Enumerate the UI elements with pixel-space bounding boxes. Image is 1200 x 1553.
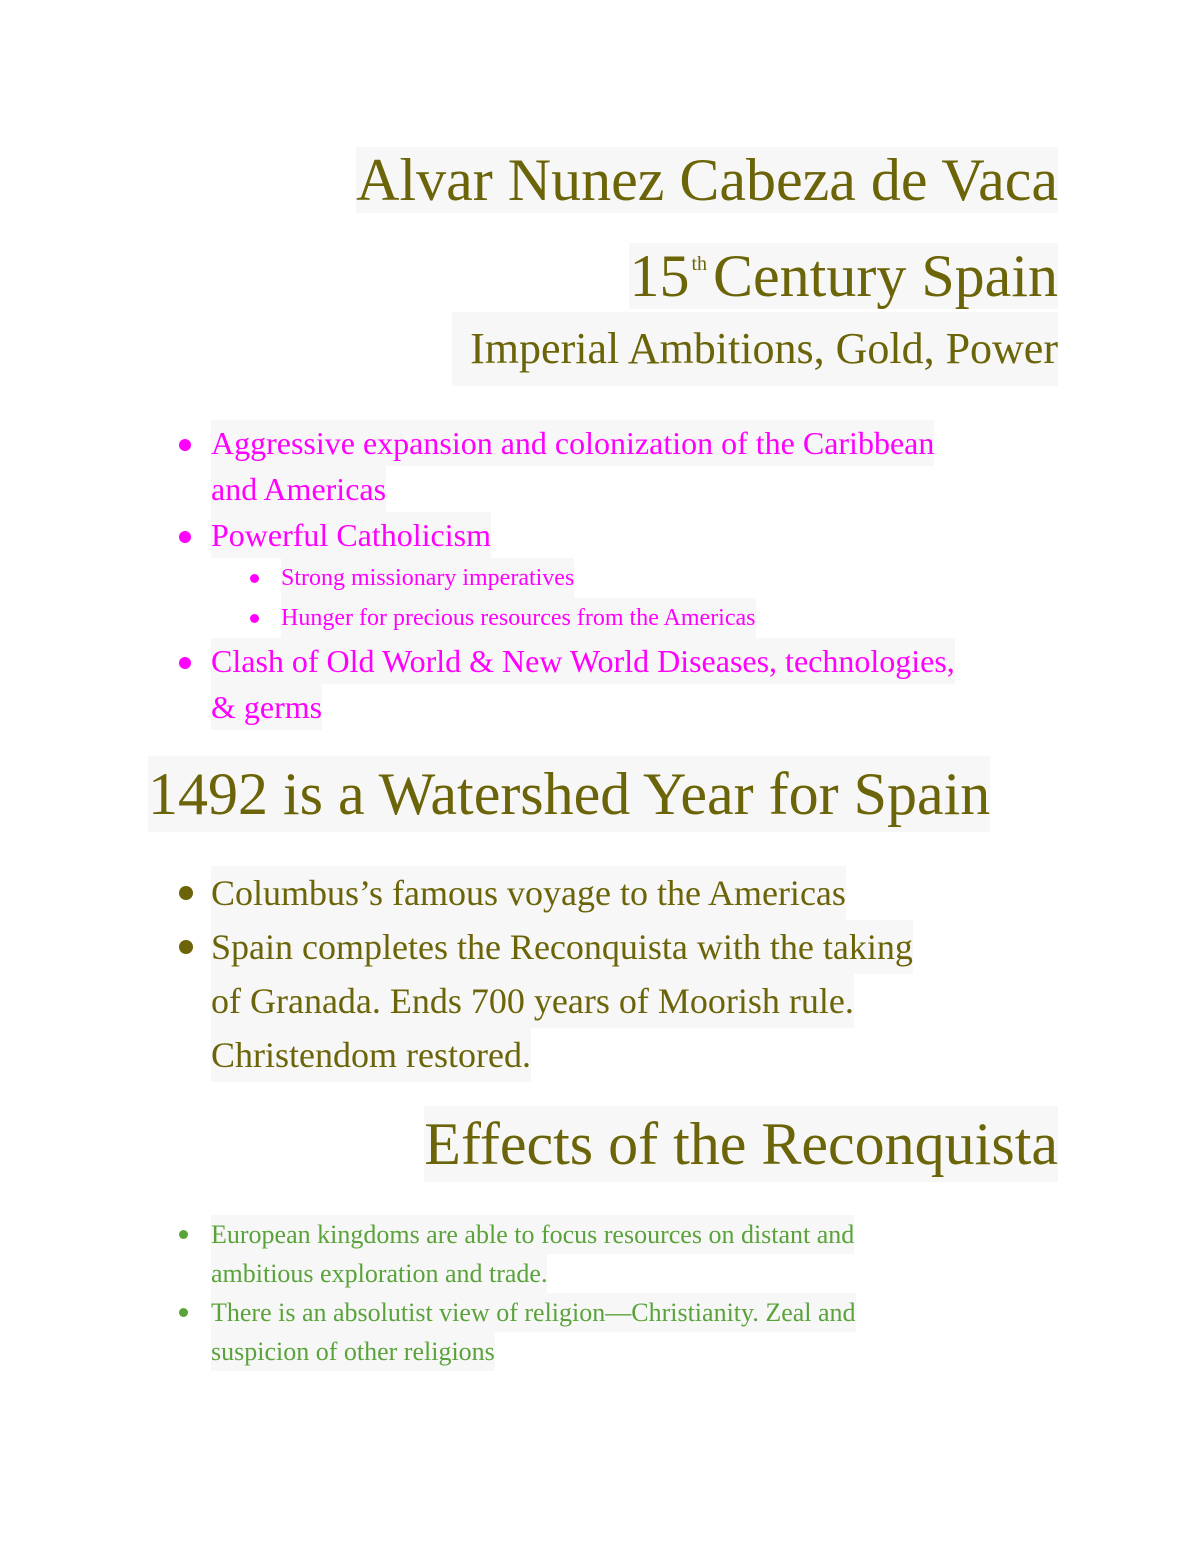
item-text-line: Columbus’s famous voyage to the Americas	[211, 866, 846, 920]
century-number: 15	[629, 243, 690, 309]
item-text-line: Clash of Old World & New World Diseases, technologies,	[211, 638, 955, 684]
list-item	[176, 920, 1056, 1082]
item-text-line: and Americas	[211, 466, 386, 512]
sub-item-text: Strong missionary imperatives	[281, 558, 574, 598]
item-text-line: European kingdoms are able to focus resources on distant and	[211, 1215, 854, 1254]
list-item	[176, 1293, 1056, 1371]
sub-list-item	[176, 598, 1056, 638]
section2-heading: 1492 is a Watershed Year for Spain	[148, 756, 990, 832]
sub-list-item	[176, 558, 1056, 598]
document-title	[356, 142, 1058, 218]
bullet-icon	[179, 886, 193, 900]
bullet-icon	[179, 940, 193, 954]
item-text-line: ambitious exploration and trade.	[211, 1254, 547, 1293]
list-item	[176, 420, 1056, 512]
sub-bullet-icon	[250, 574, 259, 583]
bullet-icon	[179, 531, 191, 543]
section3-list	[176, 1215, 1056, 1371]
century-text: Century Spain	[713, 243, 1058, 309]
list-item	[176, 1215, 1056, 1293]
item-text-line: of Granada. Ends 700 years of Moorish rule.	[211, 974, 854, 1028]
century-suffix: th	[691, 253, 708, 275]
list-item	[176, 512, 1056, 558]
list-item	[176, 638, 1056, 730]
bullet-icon	[179, 1308, 188, 1317]
title-century	[629, 226, 1058, 314]
item-text-line: Christendom restored.	[211, 1028, 531, 1082]
item-text-line: There is an absolutist view of religion—Christianity. Zeal and	[211, 1293, 856, 1332]
list-item	[176, 866, 1056, 920]
bullet-icon	[179, 439, 191, 451]
sub-bullet-icon	[250, 614, 259, 623]
section1-list	[176, 420, 1056, 730]
bullet-icon	[179, 1230, 188, 1239]
bullet-icon	[179, 657, 191, 669]
item-text-line: Powerful Catholicism	[211, 512, 491, 558]
sub-item-text: Hunger for precious resources from the Americas	[281, 598, 756, 638]
title-line-2	[629, 243, 1058, 309]
item-text-line: suspicion of other religions	[211, 1332, 495, 1371]
subtitle: Imperial Ambitions, Gold, Power	[452, 312, 1058, 386]
item-text-line: Spain completes the Reconquista with the taking	[211, 920, 913, 974]
item-text-line: Aggressive expansion and colonization of the Caribbean	[211, 420, 934, 466]
section2-list	[176, 866, 1056, 1082]
section3-heading: Effects of the Reconquista	[424, 1106, 1058, 1182]
title-line-1: Alvar Nunez Cabeza de Vaca	[356, 147, 1058, 213]
item-text-line: & germs	[211, 684, 322, 730]
